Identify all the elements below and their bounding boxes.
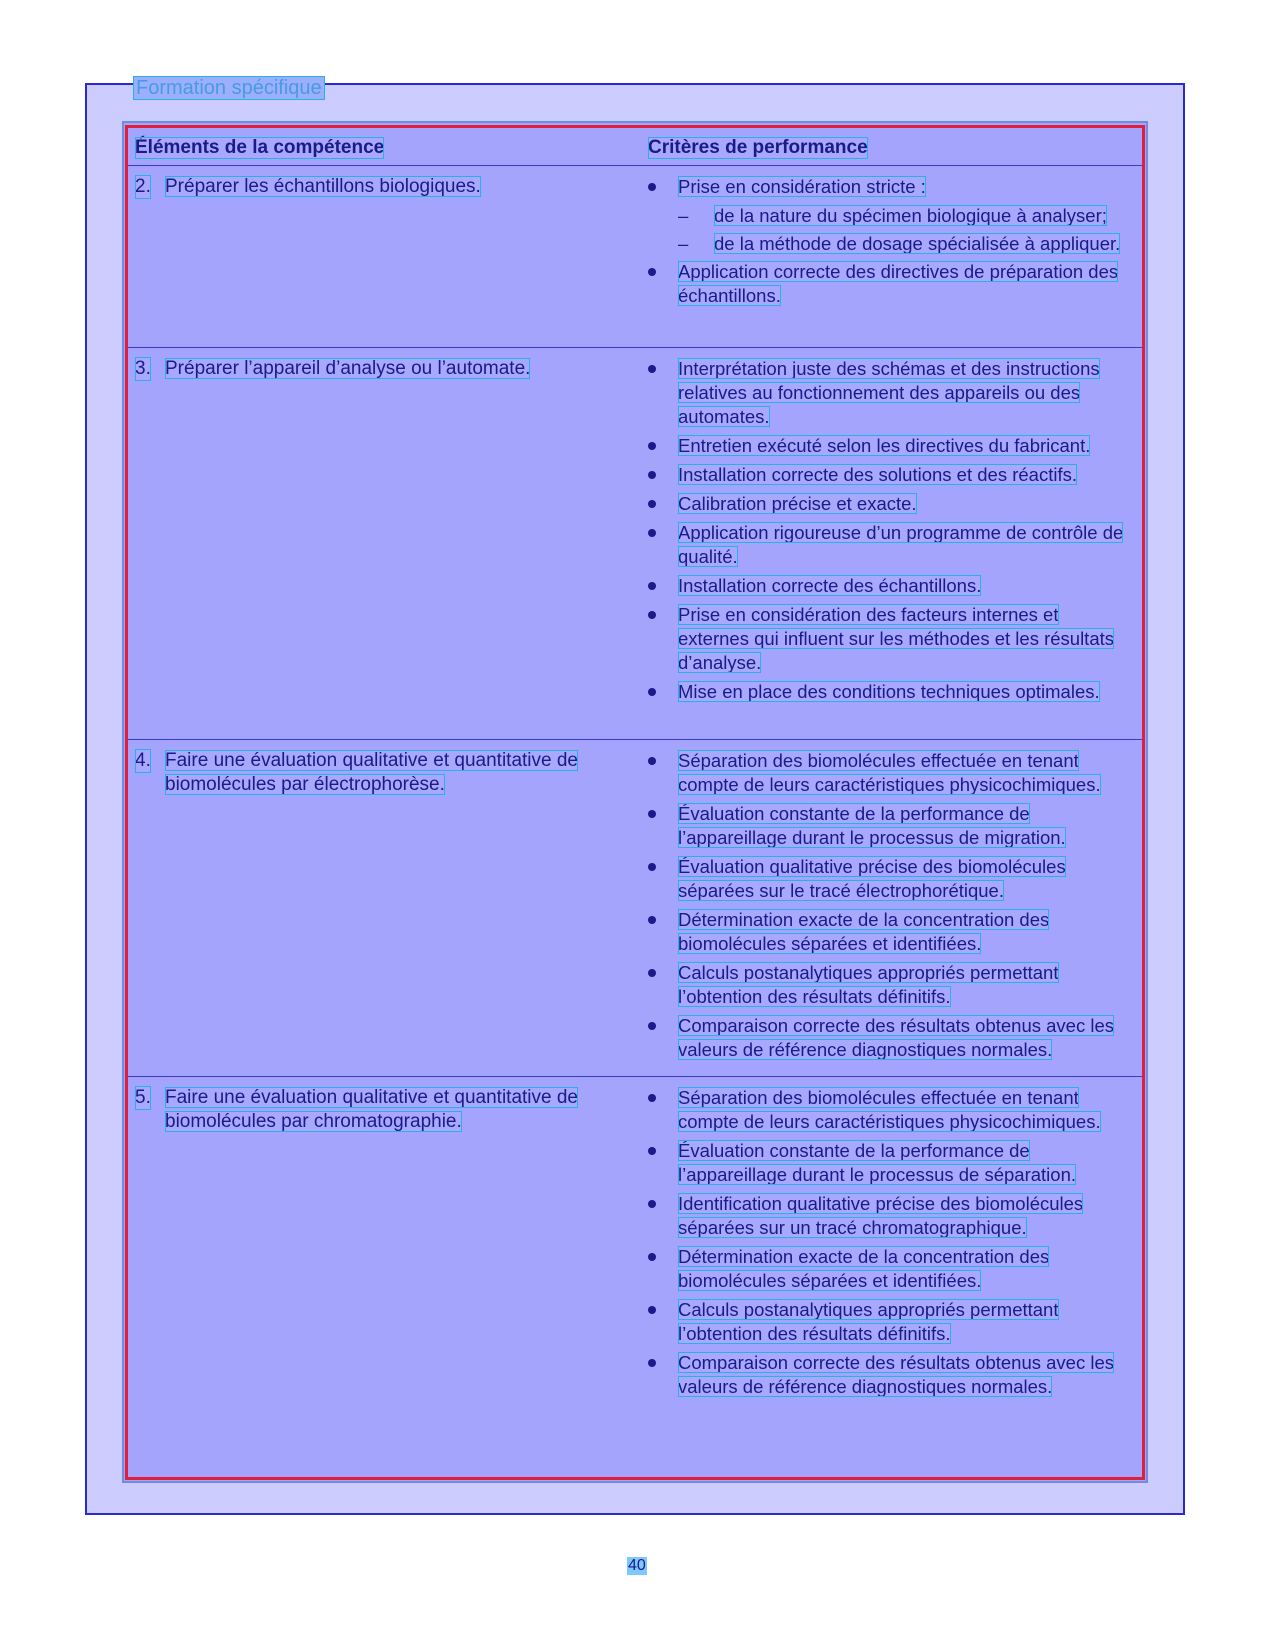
- bullet-icon: [648, 183, 656, 191]
- list-item: [648, 961, 1128, 1009]
- criterion-text: Évaluation constante de la performance de l’appareillage durant le processus de migration.: [678, 803, 1066, 848]
- bullet-icon: [648, 1022, 656, 1030]
- criterion-text: Application rigoureuse d’un programme de contrôle de qualité.: [678, 522, 1124, 567]
- bullet-icon: [648, 1147, 656, 1155]
- criterion-text: Installation correcte des solutions et des réactifs.: [678, 464, 1077, 485]
- element-text: Préparer l’appareil d’analyse ou l’automate.: [165, 358, 531, 379]
- table-row: [128, 165, 1142, 348]
- bullet-icon: [648, 500, 656, 508]
- criterion-text: Calculs postanalytiques appropriés permettant l’obtention des résultats définitifs.: [678, 962, 1059, 1007]
- list-item: [648, 574, 1128, 598]
- table-row: [128, 739, 1142, 1077]
- bullet-icon: [648, 916, 656, 924]
- dash-icon: –: [678, 233, 689, 254]
- bullet-icon: [648, 688, 656, 696]
- list-item: [648, 1298, 1128, 1346]
- element-number: 5.: [135, 1087, 151, 1108]
- criterion-text: Application correcte des directives de préparation des échantillons.: [678, 261, 1119, 306]
- list-item: [648, 1014, 1128, 1062]
- bullet-icon: [648, 471, 656, 479]
- criterion-text: Évaluation qualitative précise des biomolécules séparées sur le tracé électrophorétique.: [678, 856, 1066, 901]
- sub-criterion-text: de la méthode de dosage spécialisée à appliquer.: [714, 233, 1121, 254]
- criteria-list: [648, 175, 1128, 313]
- table-row: [128, 1076, 1142, 1480]
- criteria-list: [648, 1086, 1128, 1404]
- bullet-icon: [648, 582, 656, 590]
- bullet-icon: [648, 268, 656, 276]
- criterion-text: Détermination exacte de la concentration des biomolécules séparées et identifiées.: [678, 1246, 1050, 1291]
- element-text: Faire une évaluation qualitative et quantitative de biomolécules par chromatographie.: [165, 1087, 578, 1132]
- table-row: [128, 347, 1142, 740]
- list-item: [648, 908, 1128, 956]
- bullet-icon: [648, 611, 656, 619]
- list-item: [648, 1139, 1128, 1187]
- criterion-text: Calibration précise et exacte.: [678, 493, 917, 514]
- sub-list-item: [678, 204, 1128, 228]
- header-criteria: Critères de performance: [648, 137, 868, 158]
- bullet-icon: [648, 1253, 656, 1261]
- list-item: [648, 1351, 1128, 1399]
- criterion-text: Identification qualitative précise des biomolécules séparées sur un tracé chromatographique.: [678, 1193, 1084, 1238]
- criterion-text: Calculs postanalytiques appropriés permettant l’obtention des résultats définitifs.: [678, 1299, 1059, 1344]
- criterion-text: Détermination exacte de la concentration des biomolécules séparées et identifiées.: [678, 909, 1050, 954]
- element-number: 2.: [135, 176, 151, 197]
- criteria-list: [648, 357, 1128, 709]
- sub-criterion-text: de la nature du spécimen biologique à analyser;: [714, 205, 1107, 226]
- sub-list-item: [678, 232, 1128, 256]
- element-text: Préparer les échantillons biologiques.: [165, 176, 481, 197]
- list-item: [648, 434, 1128, 458]
- criterion-text: Interprétation juste des schémas et des instructions relatives au fonctionnement des appareils ou des automates.: [678, 358, 1100, 427]
- list-item: [648, 855, 1128, 903]
- table-header-row: [128, 128, 1142, 166]
- list-item: [648, 749, 1128, 797]
- bullet-icon: [648, 365, 656, 373]
- criterion-text: Comparaison correcte des résultats obtenus avec les valeurs de référence diagnostiques normales.: [678, 1352, 1114, 1397]
- list-item: [648, 603, 1128, 675]
- list-item: [648, 1192, 1128, 1240]
- bullet-icon: [648, 442, 656, 450]
- criterion-text: Prise en considération stricte :: [678, 176, 926, 197]
- bullet-icon: [648, 1359, 656, 1367]
- element-number: 4.: [135, 750, 151, 771]
- bullet-icon: [648, 969, 656, 977]
- competence-table: [125, 125, 1145, 1480]
- criterion-text: Prise en considération des facteurs internes et externes qui influent sur les méthodes et les résultats d’analyse.: [678, 604, 1115, 673]
- criterion-text: Entretien exécuté selon les directives du fabricant.: [678, 435, 1091, 456]
- bullet-icon: [648, 757, 656, 765]
- element-number: 3.: [135, 358, 151, 379]
- criterion-text: Installation correcte des échantillons.: [678, 575, 982, 596]
- list-item: [648, 521, 1128, 569]
- header-elements: Éléments de la compétence: [135, 137, 385, 158]
- criterion-text: Évaluation constante de la performance de l’appareillage durant le processus de séparation.: [678, 1140, 1077, 1185]
- element-text: Faire une évaluation qualitative et quantitative de biomolécules par électrophorèse.: [165, 750, 578, 795]
- bullet-icon: [648, 810, 656, 818]
- list-item: [648, 1245, 1128, 1293]
- criterion-text: Séparation des biomolécules effectuée en tenant compte de leurs caractéristiques physicochimiques.: [678, 750, 1101, 795]
- bullet-icon: [648, 1094, 656, 1102]
- criteria-list: [648, 749, 1128, 1067]
- criterion-text: Séparation des biomolécules effectuée en tenant compte de leurs caractéristiques physicochimiques.: [678, 1087, 1101, 1132]
- bullet-icon: [648, 1200, 656, 1208]
- list-item: [648, 492, 1128, 516]
- bullet-icon: [648, 863, 656, 871]
- list-item: [648, 357, 1128, 429]
- criterion-text: Comparaison correcte des résultats obtenus avec les valeurs de référence diagnostiques normales.: [678, 1015, 1114, 1060]
- dash-icon: –: [678, 205, 689, 226]
- list-item: [648, 802, 1128, 850]
- list-item: [648, 1086, 1128, 1134]
- criterion-text: Mise en place des conditions techniques optimales.: [678, 681, 1100, 702]
- list-item: [648, 260, 1128, 308]
- list-item: [648, 463, 1128, 487]
- bullet-icon: [648, 1306, 656, 1314]
- section-title: Formation spécifique: [133, 76, 325, 100]
- bullet-icon: [648, 529, 656, 537]
- list-item: [648, 175, 1128, 199]
- page-number: 40: [628, 1557, 646, 1574]
- list-item: [648, 680, 1128, 704]
